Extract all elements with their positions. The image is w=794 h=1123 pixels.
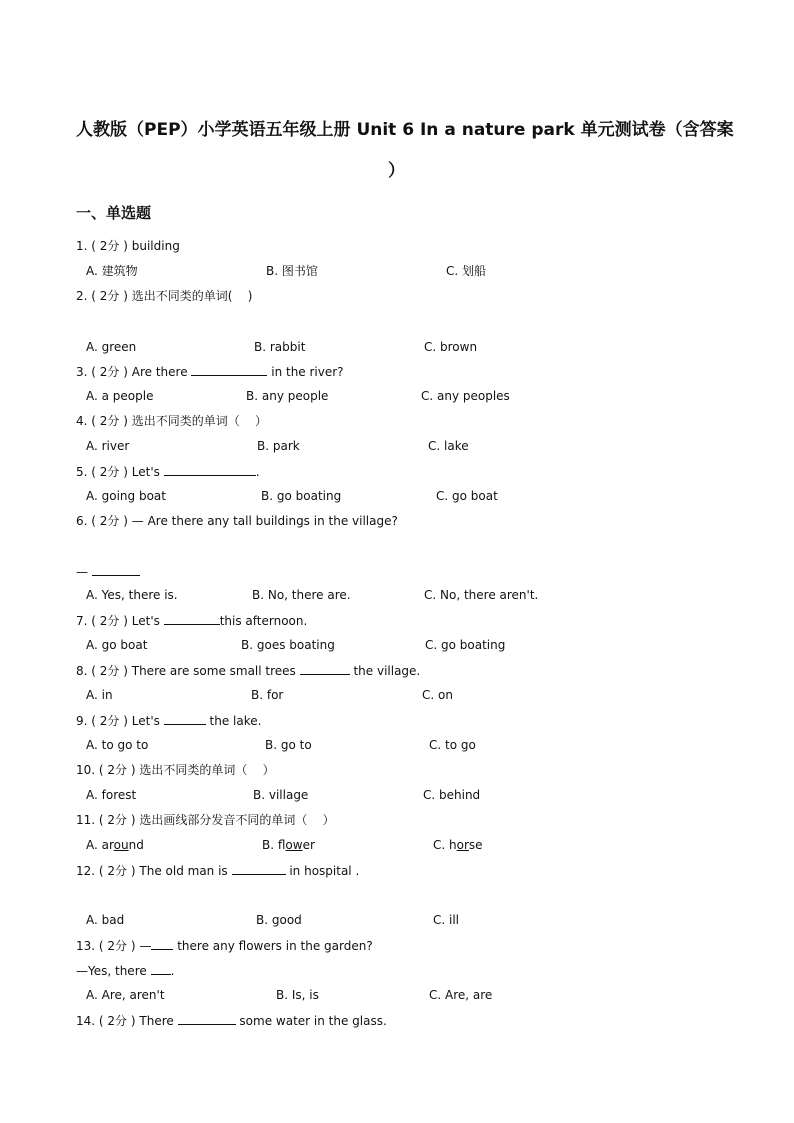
question-text: — Are there any tall buildings in the village? bbox=[131, 514, 398, 528]
option-a: A. forest bbox=[86, 788, 137, 802]
question-text: . bbox=[255, 465, 260, 479]
option-a: A. green bbox=[86, 340, 137, 354]
question-text: 选出画线部分发音不同的单词（ ） bbox=[139, 813, 335, 827]
question-text: There bbox=[139, 1014, 174, 1028]
option-a: A. going boat bbox=[86, 489, 166, 503]
answer-blank bbox=[164, 612, 220, 625]
dash: — bbox=[76, 565, 88, 579]
question-text: . bbox=[170, 964, 175, 978]
answer-blank bbox=[300, 662, 350, 675]
option-b: B. village bbox=[253, 788, 309, 802]
question-text: There are some small trees bbox=[131, 664, 296, 678]
question-text: —Yes, there bbox=[76, 964, 147, 978]
answer-blank bbox=[232, 862, 286, 875]
question-score: ( 2分 ) bbox=[91, 289, 128, 303]
question-text: there any flowers in the garden? bbox=[177, 939, 373, 953]
question-number: 7. bbox=[76, 614, 88, 628]
question-score: ( 2分 ) bbox=[91, 714, 128, 728]
question-12 bbox=[76, 862, 359, 879]
question-text: 选出不同类的单词（ ） bbox=[139, 763, 275, 777]
answer-line bbox=[76, 563, 140, 580]
question-text: this afternoon. bbox=[219, 614, 308, 628]
option-c: C. ill bbox=[433, 913, 460, 927]
option-a: A. bad bbox=[86, 913, 125, 927]
question-6 bbox=[76, 513, 398, 529]
option-b bbox=[262, 837, 315, 853]
question-score: ( 2分 ) bbox=[91, 414, 128, 428]
question-score: ( 2分 ) bbox=[98, 763, 136, 777]
question-5 bbox=[76, 463, 260, 480]
option-b: B. any people bbox=[246, 389, 329, 403]
option-a: A. Yes, there is. bbox=[86, 588, 178, 602]
question-text: some water in the glass. bbox=[239, 1014, 387, 1028]
question-score: ( 2分 ) bbox=[98, 864, 136, 878]
question-number: 11. bbox=[76, 813, 96, 827]
question-number: 8. bbox=[76, 664, 88, 678]
underlined-letters: or bbox=[456, 838, 469, 852]
option-text: er bbox=[302, 838, 315, 852]
option-a: A. river bbox=[86, 439, 130, 453]
question-text: 选出不同类的单词( ) bbox=[131, 289, 253, 303]
question-number: 3. bbox=[76, 365, 88, 379]
question-3 bbox=[76, 363, 344, 380]
option-c: C. go boat bbox=[436, 489, 498, 503]
option-b: B. go to bbox=[265, 738, 312, 752]
option-c bbox=[433, 837, 483, 853]
question-score: ( 2分 ) bbox=[98, 939, 136, 953]
option-b: B. for bbox=[251, 688, 284, 702]
option-a: A. Are, aren't bbox=[86, 988, 165, 1002]
option-c: C. any peoples bbox=[421, 389, 510, 403]
option-text: B. fl bbox=[262, 838, 286, 852]
page-title-continuation: ） bbox=[388, 161, 405, 181]
option-c: C. No, there aren't. bbox=[424, 588, 539, 602]
option-b: B. 图书馆 bbox=[266, 264, 318, 278]
option-c: C. to go bbox=[429, 738, 476, 752]
question-14 bbox=[76, 1012, 387, 1029]
option-a: A. go boat bbox=[86, 638, 148, 652]
question-text: building bbox=[131, 239, 180, 253]
option-a: A. 建筑物 bbox=[86, 264, 138, 278]
option-text: A. ar bbox=[86, 838, 114, 852]
question-score: ( 2分 ) bbox=[91, 614, 128, 628]
question-text: The old man is bbox=[139, 864, 228, 878]
question-number: 6. bbox=[76, 514, 88, 528]
option-b: B. good bbox=[256, 913, 302, 927]
question-number: 5. bbox=[76, 465, 88, 479]
option-c: C. go boating bbox=[425, 638, 506, 652]
question-13 bbox=[76, 937, 373, 954]
question-text: Let's bbox=[131, 465, 160, 479]
question-text: the lake. bbox=[209, 714, 262, 728]
answer-blank bbox=[151, 962, 171, 975]
dash: — bbox=[139, 939, 152, 953]
question-number: 4. bbox=[76, 414, 88, 428]
option-a: A. a people bbox=[86, 389, 154, 403]
question-2 bbox=[76, 288, 252, 304]
question-number: 9. bbox=[76, 714, 88, 728]
question-1 bbox=[76, 238, 180, 254]
question-text: the village. bbox=[353, 664, 421, 678]
option-a bbox=[86, 837, 144, 853]
question-text: in hospital . bbox=[289, 864, 360, 878]
answer-blank bbox=[178, 1012, 236, 1025]
question-text: 选出不同类的单词（ ） bbox=[131, 414, 268, 428]
option-text: nd bbox=[128, 838, 144, 852]
question-score: ( 2分 ) bbox=[91, 365, 128, 379]
option-c: C. behind bbox=[423, 788, 481, 802]
option-c: C. on bbox=[422, 688, 453, 702]
question-number: 14. bbox=[76, 1014, 96, 1028]
question-score: ( 2分 ) bbox=[91, 239, 128, 253]
question-text: Are there bbox=[131, 365, 188, 379]
question-score: ( 2分 ) bbox=[91, 664, 128, 678]
question-13-reply bbox=[76, 962, 174, 979]
question-number: 13. bbox=[76, 939, 96, 953]
question-score: ( 2分 ) bbox=[91, 514, 128, 528]
answer-blank bbox=[164, 463, 256, 476]
question-score: ( 2分 ) bbox=[98, 813, 136, 827]
option-b: B. Is, is bbox=[276, 988, 319, 1002]
option-c: C. Are, are bbox=[429, 988, 493, 1002]
question-9 bbox=[76, 712, 261, 729]
answer-blank bbox=[92, 563, 140, 576]
question-8 bbox=[76, 662, 420, 679]
underlined-letters: ou bbox=[113, 838, 129, 852]
option-b: B. goes boating bbox=[241, 638, 335, 652]
underlined-letters: ow bbox=[285, 838, 303, 852]
question-10 bbox=[76, 762, 275, 778]
option-b: B. park bbox=[257, 439, 300, 453]
option-c: C. 划船 bbox=[446, 264, 487, 278]
question-number: 2. bbox=[76, 289, 88, 303]
option-b: B. rabbit bbox=[254, 340, 306, 354]
answer-blank bbox=[164, 712, 206, 725]
option-a: A. to go to bbox=[86, 738, 149, 752]
question-11 bbox=[76, 812, 335, 828]
answer-blank bbox=[191, 363, 267, 376]
question-text: Let's bbox=[131, 614, 160, 628]
question-4 bbox=[76, 413, 267, 429]
option-c: C. lake bbox=[428, 439, 469, 453]
option-b: B. go boating bbox=[261, 489, 342, 503]
option-b: B. No, there are. bbox=[252, 588, 351, 602]
question-score: ( 2分 ) bbox=[98, 1014, 136, 1028]
question-number: 12. bbox=[76, 864, 96, 878]
question-7 bbox=[76, 612, 307, 629]
section-heading: 一、单选题 bbox=[76, 204, 152, 222]
question-text: Let's bbox=[131, 714, 160, 728]
question-text: in the river? bbox=[271, 365, 344, 379]
page-title: 人教版（PEP）小学英语五年级上册 Unit 6 In a nature park 单元测试卷（含答案 bbox=[76, 120, 734, 140]
question-number: 1. bbox=[76, 239, 88, 253]
question-score: ( 2分 ) bbox=[91, 465, 128, 479]
option-c: C. brown bbox=[424, 340, 478, 354]
option-a: A. in bbox=[86, 688, 113, 702]
question-number: 10. bbox=[76, 763, 96, 777]
answer-blank bbox=[151, 937, 173, 950]
option-text: se bbox=[468, 838, 483, 852]
option-text: C. h bbox=[433, 838, 457, 852]
